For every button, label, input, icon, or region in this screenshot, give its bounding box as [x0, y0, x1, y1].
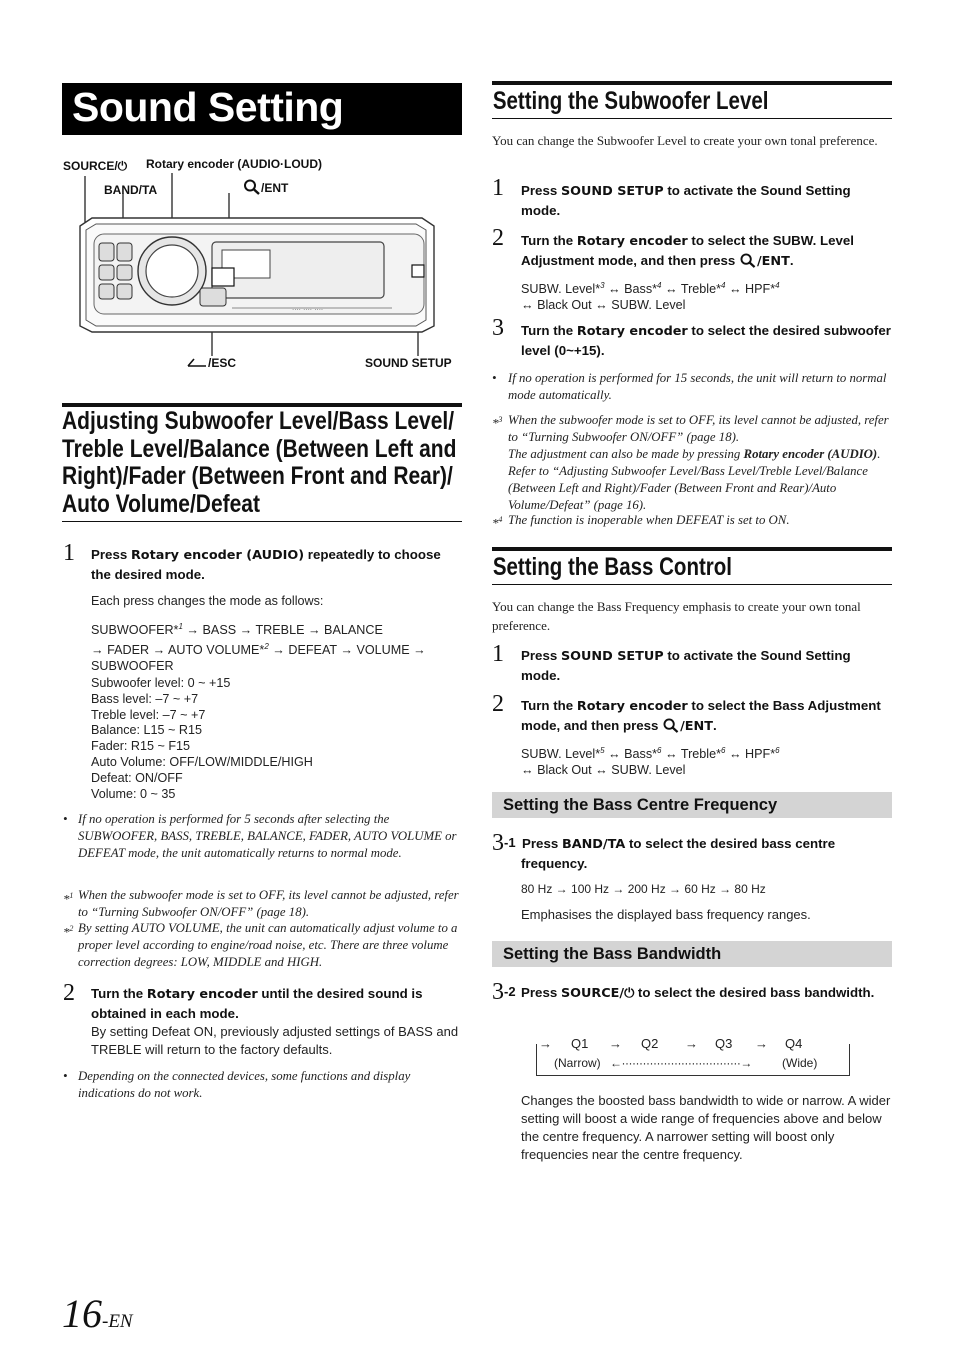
step-number: 2 — [492, 225, 504, 251]
label-band-ta: BAND/TA — [104, 183, 158, 197]
frequency-sequence: 80 Hz → 100 Hz → 200 Hz → 60 Hz → 80 Hz — [521, 882, 766, 896]
adjust-step2: Turn the Rotary encoder until the desired sound is obtained in each mode. — [91, 986, 423, 1021]
wide-label: (Wide) — [782, 1056, 818, 1070]
adjust-footnote2: By setting AUTO VOLUME, the unit can automatically adjust volume to a proper level according to engine/road noise, etc. There are three volume correction degrees: LOW, MIDDLE and HIGH. — [78, 921, 458, 969]
bass-heading: Setting the Bass Control — [492, 547, 892, 585]
mode-sequence: SUBWOOFER*$^1$ → BASS → TREBLE → BALANCE → FADER → AUTO VOLUME*$^2$ → DEFEAT → VOLUME → SUBWOOFER — [91, 622, 426, 673]
adjust-heading: Adjusting Subwoofer Level/Bass Level/ Treble Level/Balance (Between Left and Right)/Fader (Between Front and Rear)/ Auto Volume/Defeat — [62, 407, 457, 518]
step-number: 2 — [492, 691, 504, 717]
bass-step3-1: Press BAND/TA to select the desired bass centre frequency. — [521, 836, 836, 871]
page-number: 16-EN — [62, 1291, 133, 1336]
adjust-step2-body: By setting Defeat ON, previously adjusted settings of BASS and TREBLE will return to the factory defaults. — [91, 1024, 459, 1057]
bullet: • — [63, 812, 68, 826]
bass-frequency-subheading: Setting the Bass Centre Frequency — [492, 792, 892, 818]
label-esc: /ESC — [186, 355, 236, 370]
subwoofer-note: If no operation is performed for 15 seconds, the unit will return to normal mode automatically. — [508, 371, 887, 402]
subwoofer-footnote4: The function is inoperable when DEFEAT is set to ON. — [508, 513, 790, 527]
label-ent: /ENT — [243, 179, 288, 195]
subwoofer-step3: Turn the Rotary encoder to select the desired subwoofer level (0~+15). — [521, 323, 891, 358]
subwoofer-intro: You can change the Subwoofer Level to create your own tonal preference. — [492, 133, 878, 148]
each-press-text: Each press changes the mode as follows: — [91, 594, 324, 608]
footnote-mark: *$^2$ — [63, 924, 74, 940]
bass-step1: Press SOUND SETUP to activate the Sound Setting mode. — [521, 648, 851, 683]
adjust-note2: Depending on the connected devices, some functions and display indications do not work. — [78, 1069, 411, 1100]
step-number: 1 — [492, 175, 504, 201]
subwoofer-step1: Press SOUND SETUP to activate the Sound Setting mode. — [521, 183, 851, 218]
subwoofer-step2: Turn the Rotary encoder to select the SUBW. Level Adjustment mode, and then press /ENT. — [521, 233, 854, 269]
frequency-body: Emphasises the displayed bass frequency ranges. — [521, 907, 811, 922]
footnote-mark: *$^3$ — [492, 415, 503, 431]
adjust-step1: Press Rotary encoder (AUDIO) repeatedly to choose the desired mode. — [91, 547, 441, 582]
narrow-label: (Narrow) — [554, 1056, 601, 1070]
bass-bandwidth-subheading: Setting the Bass Bandwidth — [492, 941, 892, 967]
label-rotary-encoder: Rotary encoder (AUDIO·LOUD) — [146, 157, 323, 171]
footnote-mark: *$^1$ — [63, 891, 74, 907]
search-icon — [662, 718, 680, 733]
level-ranges: Subwoofer level: 0 ~ +15 Bass level: –7 ~ +7 Treble level: –7 ~ +7 Balance: L15 ~ R15 Fader: R15 ~ F15 Auto Volume: OFF/LOW/MIDDLE/HIGH Defeat: ON/OFF Volume: 0 ~ 35 — [91, 676, 313, 801]
bass-sequence: SUBW. Level*$^5$ ↔ Bass*$^6$ ↔ Treble*$^6$ ↔ HPF*$^6$ ↔ Black Out ↔ SUBW. Level — [521, 746, 780, 777]
svg-text:···· ···· ····: ···· ···· ···· — [292, 306, 324, 314]
label-sound-setup: SOUND SETUP — [365, 356, 452, 370]
label-source: SOURCE/⏻ — [63, 159, 128, 173]
step-number: 3 — [492, 315, 504, 341]
bass-step3-2: Press SOURCE/⏻ to select the desired bass bandwidth. — [521, 985, 875, 1001]
page-title: Sound Setting — [72, 84, 344, 130]
head-unit-illustration — [62, 170, 462, 380]
step-number: 1 — [63, 540, 75, 566]
bass-step2: Turn the Rotary encoder to select the Bass Adjustment mode, and then press /ENT. — [521, 698, 881, 734]
bandwidth-body: Changes the boosted bass bandwidth to wide or narrow. A wider setting will boost a wide range of frequencies above and below the centre frequency. A narrower setting will boost only frequencies near the centre frequency. — [521, 1093, 891, 1162]
bass-intro: You can change the Bass Frequency emphasis to create your own tonal preference. — [492, 599, 861, 633]
step-number: 3-1 — [492, 830, 516, 856]
adjust-note1: If no operation is performed for 5 seconds after selecting the SUBWOOFER, BASS, TREBLE, BALANCE, FADER, AUTO VOLUME or DEFEAT mode, the unit automatically returns to normal mode. — [78, 812, 457, 860]
subwoofer-heading: Setting the Subwoofer Level — [492, 81, 892, 119]
step-number: 3-2 — [492, 979, 516, 1005]
step-number: 1 — [492, 641, 504, 667]
subwoofer-footnote3: When the subwoofer mode is set to OFF, its level cannot be adjusted, refer to “Turning Subwoofer ON/OFF” (page 18). The adjustment can also be made by pressing Rotary encoder (AUDIO). Refer to “Adjusting Subwoofer Level/Bass Level/Treble Level/Balance (Between Left and Right)/Fader (Between Front and Rear)/Auto Volume/Defeat” (page 16). — [508, 413, 889, 512]
search-icon — [739, 253, 757, 268]
adjust-footnote1: When the subwoofer mode is set to OFF, its level cannot be adjusted, refer to “Turning Subwoofer ON/OFF” (page 18). — [78, 888, 459, 919]
footnote-mark: *$^4$ — [492, 515, 503, 531]
subwoofer-sequence: SUBW. Level*$^3$ ↔ Bass*$^4$ ↔ Treble*$^4$ ↔ HPF*$^4$ ↔ Black Out ↔ SUBW. Level — [521, 281, 780, 312]
return-arrow-icon — [186, 355, 208, 369]
bullet: • — [492, 371, 497, 385]
step-number: 2 — [63, 980, 75, 1006]
bullet: • — [63, 1069, 68, 1083]
page-title-banner — [62, 83, 462, 135]
adjust-rule-bottom — [62, 521, 462, 522]
